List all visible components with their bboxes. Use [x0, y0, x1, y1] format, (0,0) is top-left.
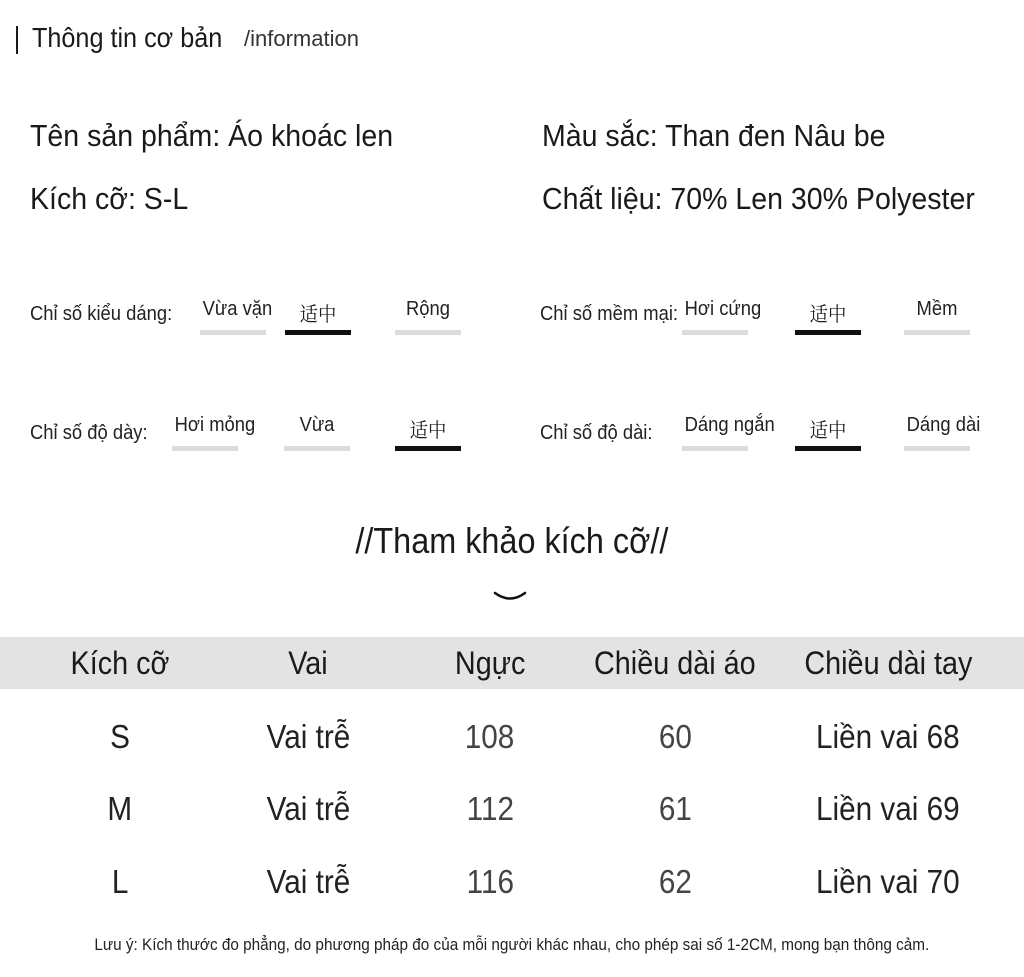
length-index-label: Chỉ số độ dài: — [540, 422, 653, 444]
shoulder-cell: Vai trễ — [266, 718, 350, 755]
fit-option: 适中 — [285, 298, 351, 327]
shoulder-cell: Vai trễ — [266, 790, 350, 827]
length-cell: 61 — [658, 790, 692, 827]
softness-option: Mềm — [904, 298, 970, 321]
chest-cell: 112 — [466, 790, 514, 827]
size-cell: M — [107, 790, 133, 827]
sleeve-cell: Liền vai 70 — [816, 863, 960, 900]
length-option: 适中 — [795, 414, 861, 443]
column-header: Ngực — [454, 645, 526, 681]
shoulder-cell: Vai trễ — [266, 863, 350, 900]
sleeve-cell: Liền vai 68 — [816, 718, 960, 755]
length-option: Dáng dài — [904, 414, 970, 437]
size-table-header — [0, 637, 1024, 689]
thickness-index-label: Chỉ số độ dày: — [30, 422, 148, 444]
chest-cell: 116 — [466, 863, 514, 900]
softness-option-bar — [682, 330, 748, 335]
product-material: Chất liệu: 70% Len 30% Polyester — [542, 181, 975, 216]
measurement-note: Lưu ý: Kích thước đo phẳng, do phương pháp đo của mỗi người khác nhau, cho phép sai số 1-2CM, mong bạn thông cảm. — [94, 935, 930, 954]
fit-index-label: Chỉ số kiểu dáng: — [30, 303, 173, 325]
product-color: Màu sắc: Than đen Nâu be — [542, 118, 886, 153]
length-option-bar — [682, 446, 748, 451]
length-option-bar — [904, 446, 970, 451]
thickness-option: Hơi mỏng — [172, 414, 238, 437]
section-title: Thông tin cơ bản — [32, 22, 223, 53]
chevron-down-icon — [493, 590, 527, 604]
fit-option-bar-selected — [285, 330, 351, 335]
length-cell: 62 — [658, 863, 692, 900]
size-cell: S — [110, 718, 130, 755]
thickness-option-bar — [172, 446, 238, 451]
product-size: Kích cỡ: S-L — [30, 181, 189, 216]
size-reference-title: //Tham khảo kích cỡ// — [355, 520, 669, 561]
softness-option-bar-selected — [795, 330, 861, 335]
size-cell: L — [111, 863, 129, 900]
softness-option-bar — [904, 330, 970, 335]
sleeve-cell: Liền vai 69 — [816, 790, 960, 827]
softness-option: Hơi cứng — [682, 298, 748, 321]
product-name: Tên sản phẩm: Áo khoác len — [30, 118, 394, 153]
length-cell: 60 — [658, 718, 692, 755]
thickness-option: 适中 — [395, 414, 461, 443]
length-option: Dáng ngắn — [682, 414, 748, 437]
length-option-bar-selected — [795, 446, 861, 451]
chest-cell: 108 — [465, 718, 515, 755]
column-header: Chiều dài tay — [803, 645, 973, 681]
thickness-option: Vừa — [284, 414, 350, 437]
softness-option: 适中 — [795, 298, 861, 327]
header-accent-bar — [16, 26, 18, 54]
fit-option-bar — [395, 330, 461, 335]
column-header: Kích cỡ — [70, 645, 170, 681]
thickness-option-bar — [284, 446, 350, 451]
section-subtitle: /information — [244, 26, 359, 51]
column-header: Chiều dài áo — [594, 645, 756, 681]
fit-option-bar — [200, 330, 266, 335]
fit-option: Rộng — [395, 298, 461, 321]
thickness-option-bar-selected — [395, 446, 461, 451]
softness-index-label: Chỉ số mềm mại: — [540, 303, 679, 325]
column-header: Vai — [288, 645, 328, 681]
fit-option: Vừa vặn — [200, 298, 266, 321]
